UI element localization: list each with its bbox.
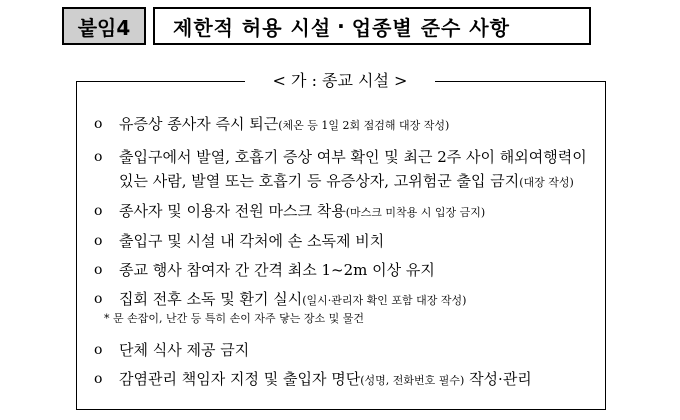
item-text: 집회 전후 소독 및 환기 실시 — [119, 290, 303, 308]
item-text: 종사자 및 이용자 전원 마스크 착용 — [119, 202, 346, 220]
item-text: 유증상 종사자 즉시 퇴근 — [119, 115, 279, 133]
item-note: (일시·관리자 확인 포함 대장 작성) — [302, 294, 467, 307]
item-text: 종교 행사 참여자 간 간격 최소 1~2m 이상 유지 — [119, 261, 435, 279]
item-text: 감염관리 책임자 지정 및 출입자 명단 — [119, 370, 361, 388]
bullet-icon: o — [94, 262, 103, 278]
page-title — [153, 7, 591, 45]
item-text-tail: 작성·관리 — [464, 370, 532, 388]
section-heading: < 가 : 종교 시설 > — [245, 70, 435, 92]
bullet-icon: o — [94, 371, 103, 387]
item-text: 출입구에서 발열, 호흡기 증상 여부 확인 및 최근 2주 사이 해외여행력이 — [119, 148, 587, 166]
title-separator: · — [337, 14, 346, 38]
item-text: 단체 식사 제공 금지 — [119, 341, 250, 359]
item-text: 있는 사람, 발열 또는 호흡기 등 유증상자, 고위험군 출입 금지 — [119, 172, 520, 190]
bullet-icon: o — [94, 233, 103, 249]
item-note: (성명, 전화번호 필수) — [360, 374, 465, 387]
bullet-icon: o — [94, 116, 103, 132]
item-note: (체온 등 1일 2회 점검해 대장 작성) — [278, 119, 450, 132]
item-note: (마스크 미착용 시 입장 금지) — [345, 206, 486, 219]
item-text: 출입구 및 시설 내 각처에 손 소독제 비치 — [119, 232, 385, 250]
footnote: * 문 손잡이, 난간 등 특히 손이 자주 닿는 장소 및 물건 — [104, 312, 364, 325]
title-row — [62, 7, 594, 47]
bullet-icon: o — [94, 342, 103, 358]
title-part1: 제한적 허용 시설 — [173, 15, 332, 40]
title-part2: 업종별 준수 사항 — [351, 15, 510, 40]
bullet-icon: o — [94, 149, 103, 165]
item-note: (대장 작성) — [519, 176, 574, 189]
bullet-icon: o — [94, 291, 103, 307]
attachment-tag: 붙임4 — [62, 7, 146, 45]
bullet-icon: o — [94, 203, 103, 219]
